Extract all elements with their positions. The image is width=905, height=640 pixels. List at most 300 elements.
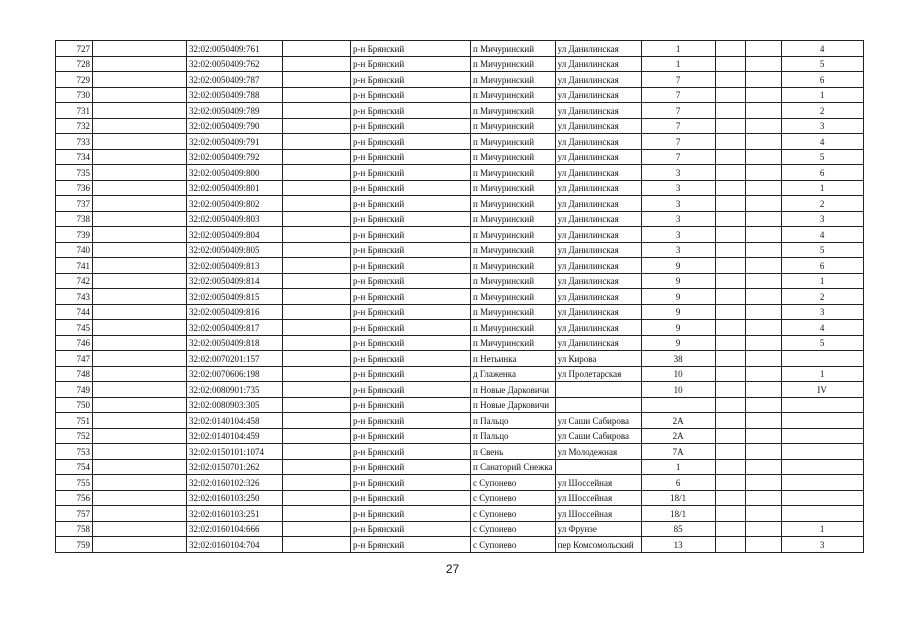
- table-row: [56, 490, 864, 506]
- locality: п Пальцо: [471, 428, 556, 444]
- blank-cell: [283, 72, 351, 88]
- blank-cell: [283, 103, 351, 119]
- cadastral-number: 32:02:0050409:818: [187, 335, 283, 351]
- cadastral-number: 32:02:0150701:262: [187, 459, 283, 475]
- blank-cell: [745, 258, 781, 274]
- row-number: 729: [56, 72, 93, 88]
- apartment-number: 4: [781, 227, 863, 243]
- locality: д Глаженка: [471, 366, 556, 382]
- house-number: 7: [641, 149, 715, 165]
- blank-cell: [745, 41, 781, 57]
- row-number: 736: [56, 180, 93, 196]
- blank-cell: [745, 242, 781, 258]
- locality: п Мичуринский: [471, 165, 556, 181]
- locality: п Свень: [471, 444, 556, 460]
- blank-cell: [745, 227, 781, 243]
- row-number: 734: [56, 149, 93, 165]
- table-row: [56, 289, 864, 305]
- blank-cell: [715, 366, 745, 382]
- blank-cell: [745, 211, 781, 227]
- apartment-number: [781, 475, 863, 491]
- house-number: 7: [641, 134, 715, 150]
- district: р-н Брянский: [351, 118, 471, 134]
- blank-cell: [283, 320, 351, 336]
- blank-cell: [93, 56, 187, 72]
- blank-cell: [283, 428, 351, 444]
- blank-cell: [715, 289, 745, 305]
- blank-cell: [93, 72, 187, 88]
- blank-cell: [745, 428, 781, 444]
- blank-cell: [715, 475, 745, 491]
- house-number: 9: [641, 304, 715, 320]
- cadastral-number: 32:02:0050409:802: [187, 196, 283, 212]
- row-number: 758: [56, 521, 93, 537]
- blank-cell: [93, 134, 187, 150]
- house-number: 3: [641, 211, 715, 227]
- blank-cell: [715, 87, 745, 103]
- cadastral-number: 32:02:0050409:762: [187, 56, 283, 72]
- house-number: 9: [641, 335, 715, 351]
- blank-cell: [283, 242, 351, 258]
- blank-cell: [283, 273, 351, 289]
- house-number: 6: [641, 475, 715, 491]
- apartment-number: 3: [781, 304, 863, 320]
- blank-cell: [283, 87, 351, 103]
- blank-cell: [745, 382, 781, 398]
- blank-cell: [745, 87, 781, 103]
- blank-cell: [283, 289, 351, 305]
- blank-cell: [745, 475, 781, 491]
- house-number: 2А: [641, 428, 715, 444]
- row-number: 735: [56, 165, 93, 181]
- cadastral-number: 32:02:0160103:251: [187, 506, 283, 522]
- cadastral-number: 32:02:0050409:792: [187, 149, 283, 165]
- blank-cell: [283, 258, 351, 274]
- row-number: 731: [56, 103, 93, 119]
- house-number: 1: [641, 41, 715, 57]
- house-number: 10: [641, 382, 715, 398]
- row-number: 739: [56, 227, 93, 243]
- table-row: [56, 397, 864, 413]
- house-number: 38: [641, 351, 715, 367]
- blank-cell: [93, 258, 187, 274]
- blank-cell: [93, 165, 187, 181]
- row-number: 749: [56, 382, 93, 398]
- street: ул Данилинская: [555, 320, 641, 336]
- table-body: [56, 41, 864, 553]
- district: р-н Брянский: [351, 413, 471, 429]
- district: р-н Брянский: [351, 506, 471, 522]
- row-number: 752: [56, 428, 93, 444]
- district: р-н Брянский: [351, 41, 471, 57]
- blank-cell: [715, 56, 745, 72]
- locality: п Мичуринский: [471, 103, 556, 119]
- district: р-н Брянский: [351, 165, 471, 181]
- house-number: 9: [641, 273, 715, 289]
- blank-cell: [715, 72, 745, 88]
- row-number: 747: [56, 351, 93, 367]
- house-number: 9: [641, 258, 715, 274]
- blank-cell: [745, 103, 781, 119]
- blank-cell: [715, 382, 745, 398]
- row-number: 748: [56, 366, 93, 382]
- street: [555, 459, 641, 475]
- blank-cell: [715, 537, 745, 553]
- blank-cell: [715, 490, 745, 506]
- blank-cell: [745, 273, 781, 289]
- locality: п Мичуринский: [471, 134, 556, 150]
- apartment-number: 2: [781, 103, 863, 119]
- locality: п Новые Дарковичи: [471, 382, 556, 398]
- street: ул Данилинская: [555, 180, 641, 196]
- cadastral-number: 32:02:0050409:815: [187, 289, 283, 305]
- cadastral-number: 32:02:0160104:666: [187, 521, 283, 537]
- blank-cell: [93, 397, 187, 413]
- locality: п Нетьинка: [471, 351, 556, 367]
- apartment-number: [781, 397, 863, 413]
- district: р-н Брянский: [351, 227, 471, 243]
- blank-cell: [715, 118, 745, 134]
- blank-cell: [93, 521, 187, 537]
- house-number: 9: [641, 320, 715, 336]
- house-number: 1: [641, 56, 715, 72]
- blank-cell: [283, 521, 351, 537]
- house-number: 85: [641, 521, 715, 537]
- district: р-н Брянский: [351, 56, 471, 72]
- blank-cell: [93, 428, 187, 444]
- street: ул Данилинская: [555, 289, 641, 305]
- blank-cell: [283, 351, 351, 367]
- house-number: 3: [641, 196, 715, 212]
- blank-cell: [745, 320, 781, 336]
- blank-cell: [93, 320, 187, 336]
- page-number: 27: [445, 562, 460, 576]
- blank-cell: [715, 304, 745, 320]
- blank-cell: [93, 242, 187, 258]
- street: ул Данилинская: [555, 211, 641, 227]
- table-row: [56, 165, 864, 181]
- blank-cell: [283, 165, 351, 181]
- locality: с Супонево: [471, 490, 556, 506]
- blank-cell: [715, 211, 745, 227]
- street: ул Пролетарская: [555, 366, 641, 382]
- street: ул Данилинская: [555, 41, 641, 57]
- cadastral-number: 32:02:0050409:788: [187, 87, 283, 103]
- cadastral-number: 32:02:0050409:817: [187, 320, 283, 336]
- blank-cell: [93, 537, 187, 553]
- apartment-number: 3: [781, 537, 863, 553]
- street: ул Данилинская: [555, 134, 641, 150]
- street: ул Данилинская: [555, 227, 641, 243]
- cadastral-number: 32:02:0050409:813: [187, 258, 283, 274]
- table-row: [56, 506, 864, 522]
- blank-cell: [715, 41, 745, 57]
- table-row: [56, 258, 864, 274]
- apartment-number: 5: [781, 56, 863, 72]
- house-number: 3: [641, 227, 715, 243]
- row-number: 738: [56, 211, 93, 227]
- table-row: [56, 521, 864, 537]
- cadastral-number: 32:02:0160104:704: [187, 537, 283, 553]
- blank-cell: [93, 87, 187, 103]
- apartment-number: [781, 459, 863, 475]
- table-row: [56, 304, 864, 320]
- street: ул Данилинская: [555, 149, 641, 165]
- row-number: 755: [56, 475, 93, 491]
- blank-cell: [93, 211, 187, 227]
- blank-cell: [93, 366, 187, 382]
- district: р-н Брянский: [351, 242, 471, 258]
- locality: п Мичуринский: [471, 304, 556, 320]
- district: р-н Брянский: [351, 521, 471, 537]
- blank-cell: [93, 335, 187, 351]
- district: р-н Брянский: [351, 428, 471, 444]
- locality: п Мичуринский: [471, 320, 556, 336]
- locality: с Супонево: [471, 521, 556, 537]
- street: ул Саши Сабирова: [555, 428, 641, 444]
- table-row: [56, 227, 864, 243]
- blank-cell: [745, 521, 781, 537]
- blank-cell: [715, 397, 745, 413]
- row-number: 737: [56, 196, 93, 212]
- blank-cell: [93, 289, 187, 305]
- street: пер Комсомольский: [555, 537, 641, 553]
- cadastral-number: 32:02:0080903:305: [187, 397, 283, 413]
- locality: с Супонево: [471, 475, 556, 491]
- cadastral-number: 32:02:0050409:803: [187, 211, 283, 227]
- street: ул Шоссейная: [555, 506, 641, 522]
- blank-cell: [715, 506, 745, 522]
- blank-cell: [93, 227, 187, 243]
- district: р-н Брянский: [351, 320, 471, 336]
- blank-cell: [745, 537, 781, 553]
- cadastral-number: 32:02:0070201:157: [187, 351, 283, 367]
- locality: п Мичуринский: [471, 72, 556, 88]
- row-number: 751: [56, 413, 93, 429]
- row-number: 733: [56, 134, 93, 150]
- house-number: 7: [641, 118, 715, 134]
- apartment-number: [781, 490, 863, 506]
- blank-cell: [715, 258, 745, 274]
- district: р-н Брянский: [351, 196, 471, 212]
- registry-table: [55, 40, 864, 553]
- house-number: [641, 397, 715, 413]
- apartment-number: 1: [781, 180, 863, 196]
- district: р-н Брянский: [351, 87, 471, 103]
- locality: п Мичуринский: [471, 149, 556, 165]
- blank-cell: [745, 506, 781, 522]
- locality: п Мичуринский: [471, 335, 556, 351]
- cadastral-number: 32:02:0050409:800: [187, 165, 283, 181]
- blank-cell: [283, 459, 351, 475]
- apartment-number: 5: [781, 149, 863, 165]
- blank-cell: [745, 397, 781, 413]
- district: р-н Брянский: [351, 304, 471, 320]
- table-row: [56, 87, 864, 103]
- cadastral-number: 32:02:0050409:816: [187, 304, 283, 320]
- cadastral-number: 32:02:0050409:761: [187, 41, 283, 57]
- house-number: 3: [641, 242, 715, 258]
- table-row: [56, 103, 864, 119]
- table-row: [56, 320, 864, 336]
- blank-cell: [715, 242, 745, 258]
- apartment-number: IV: [781, 382, 863, 398]
- blank-cell: [715, 413, 745, 429]
- table-row: [56, 428, 864, 444]
- blank-cell: [715, 134, 745, 150]
- row-number: 746: [56, 335, 93, 351]
- district: р-н Брянский: [351, 537, 471, 553]
- locality: п Мичуринский: [471, 41, 556, 57]
- cadastral-number: 32:02:0150101:1074: [187, 444, 283, 460]
- cadastral-number: 32:02:0050409:790: [187, 118, 283, 134]
- apartment-number: [781, 444, 863, 460]
- house-number: 13: [641, 537, 715, 553]
- table-row: [56, 56, 864, 72]
- blank-cell: [745, 413, 781, 429]
- blank-cell: [93, 149, 187, 165]
- street: ул Данилинская: [555, 258, 641, 274]
- blank-cell: [283, 444, 351, 460]
- locality: п Санаторий Снежка: [471, 459, 556, 475]
- table-row: [56, 444, 864, 460]
- blank-cell: [745, 118, 781, 134]
- blank-cell: [283, 335, 351, 351]
- house-number: 7А: [641, 444, 715, 460]
- row-number: 741: [56, 258, 93, 274]
- locality: с Супонево: [471, 537, 556, 553]
- street: ул Данилинская: [555, 165, 641, 181]
- blank-cell: [93, 41, 187, 57]
- locality: п Мичуринский: [471, 211, 556, 227]
- blank-cell: [745, 149, 781, 165]
- table-row: [56, 335, 864, 351]
- street: ул Данилинская: [555, 103, 641, 119]
- cadastral-number: 32:02:0050409:787: [187, 72, 283, 88]
- cadastral-number: 32:02:0140104:458: [187, 413, 283, 429]
- blank-cell: [715, 320, 745, 336]
- district: р-н Брянский: [351, 134, 471, 150]
- house-number: 7: [641, 87, 715, 103]
- district: р-н Брянский: [351, 335, 471, 351]
- district: р-н Брянский: [351, 382, 471, 398]
- apartment-number: 5: [781, 335, 863, 351]
- locality: п Мичуринский: [471, 289, 556, 305]
- cadastral-number: 32:02:0050409:801: [187, 180, 283, 196]
- street: ул Данилинская: [555, 56, 641, 72]
- blank-cell: [283, 227, 351, 243]
- blank-cell: [93, 475, 187, 491]
- blank-cell: [93, 103, 187, 119]
- street: [555, 397, 641, 413]
- apartment-number: 5: [781, 242, 863, 258]
- district: р-н Брянский: [351, 258, 471, 274]
- blank-cell: [715, 180, 745, 196]
- blank-cell: [283, 134, 351, 150]
- house-number: 18/1: [641, 490, 715, 506]
- row-number: 730: [56, 87, 93, 103]
- cadastral-number: 32:02:0050409:804: [187, 227, 283, 243]
- district: р-н Брянский: [351, 444, 471, 460]
- apartment-number: 1: [781, 273, 863, 289]
- blank-cell: [283, 366, 351, 382]
- blank-cell: [715, 428, 745, 444]
- blank-cell: [283, 304, 351, 320]
- district: р-н Брянский: [351, 149, 471, 165]
- blank-cell: [283, 413, 351, 429]
- blank-cell: [283, 56, 351, 72]
- table-row: [56, 382, 864, 398]
- table-row: [56, 475, 864, 491]
- blank-cell: [93, 118, 187, 134]
- locality: п Мичуринский: [471, 242, 556, 258]
- blank-cell: [715, 227, 745, 243]
- blank-cell: [715, 444, 745, 460]
- table-row: [56, 242, 864, 258]
- blank-cell: [745, 180, 781, 196]
- table-row: [56, 413, 864, 429]
- cadastral-number: 32:02:0140104:459: [187, 428, 283, 444]
- street: ул Данилинская: [555, 118, 641, 134]
- row-number: 743: [56, 289, 93, 305]
- cadastral-number: 32:02:0050409:789: [187, 103, 283, 119]
- locality: п Мичуринский: [471, 87, 556, 103]
- apartment-number: [781, 428, 863, 444]
- blank-cell: [745, 165, 781, 181]
- blank-cell: [745, 134, 781, 150]
- apartment-number: 1: [781, 521, 863, 537]
- blank-cell: [715, 521, 745, 537]
- blank-cell: [745, 459, 781, 475]
- house-number: 2А: [641, 413, 715, 429]
- blank-cell: [715, 351, 745, 367]
- apartment-number: 3: [781, 118, 863, 134]
- apartment-number: 2: [781, 196, 863, 212]
- blank-cell: [93, 444, 187, 460]
- table-row: [56, 41, 864, 57]
- table-row: [56, 537, 864, 553]
- blank-cell: [93, 506, 187, 522]
- street: ул Фрунзе: [555, 521, 641, 537]
- locality: п Мичуринский: [471, 273, 556, 289]
- row-number: 750: [56, 397, 93, 413]
- blank-cell: [745, 351, 781, 367]
- blank-cell: [745, 289, 781, 305]
- street: ул Данилинская: [555, 87, 641, 103]
- row-number: 745: [56, 320, 93, 336]
- locality: п Мичуринский: [471, 258, 556, 274]
- district: р-н Брянский: [351, 366, 471, 382]
- house-number: 18/1: [641, 506, 715, 522]
- blank-cell: [745, 72, 781, 88]
- blank-cell: [93, 304, 187, 320]
- apartment-number: [781, 351, 863, 367]
- row-number: 742: [56, 273, 93, 289]
- blank-cell: [93, 196, 187, 212]
- blank-cell: [745, 490, 781, 506]
- blank-cell: [715, 459, 745, 475]
- street: ул Кирова: [555, 351, 641, 367]
- apartment-number: 4: [781, 134, 863, 150]
- table-row: [56, 459, 864, 475]
- blank-cell: [715, 273, 745, 289]
- blank-cell: [283, 196, 351, 212]
- street: ул Шоссейная: [555, 490, 641, 506]
- blank-cell: [93, 382, 187, 398]
- street: ул Молодежная: [555, 444, 641, 460]
- blank-cell: [283, 537, 351, 553]
- blank-cell: [745, 304, 781, 320]
